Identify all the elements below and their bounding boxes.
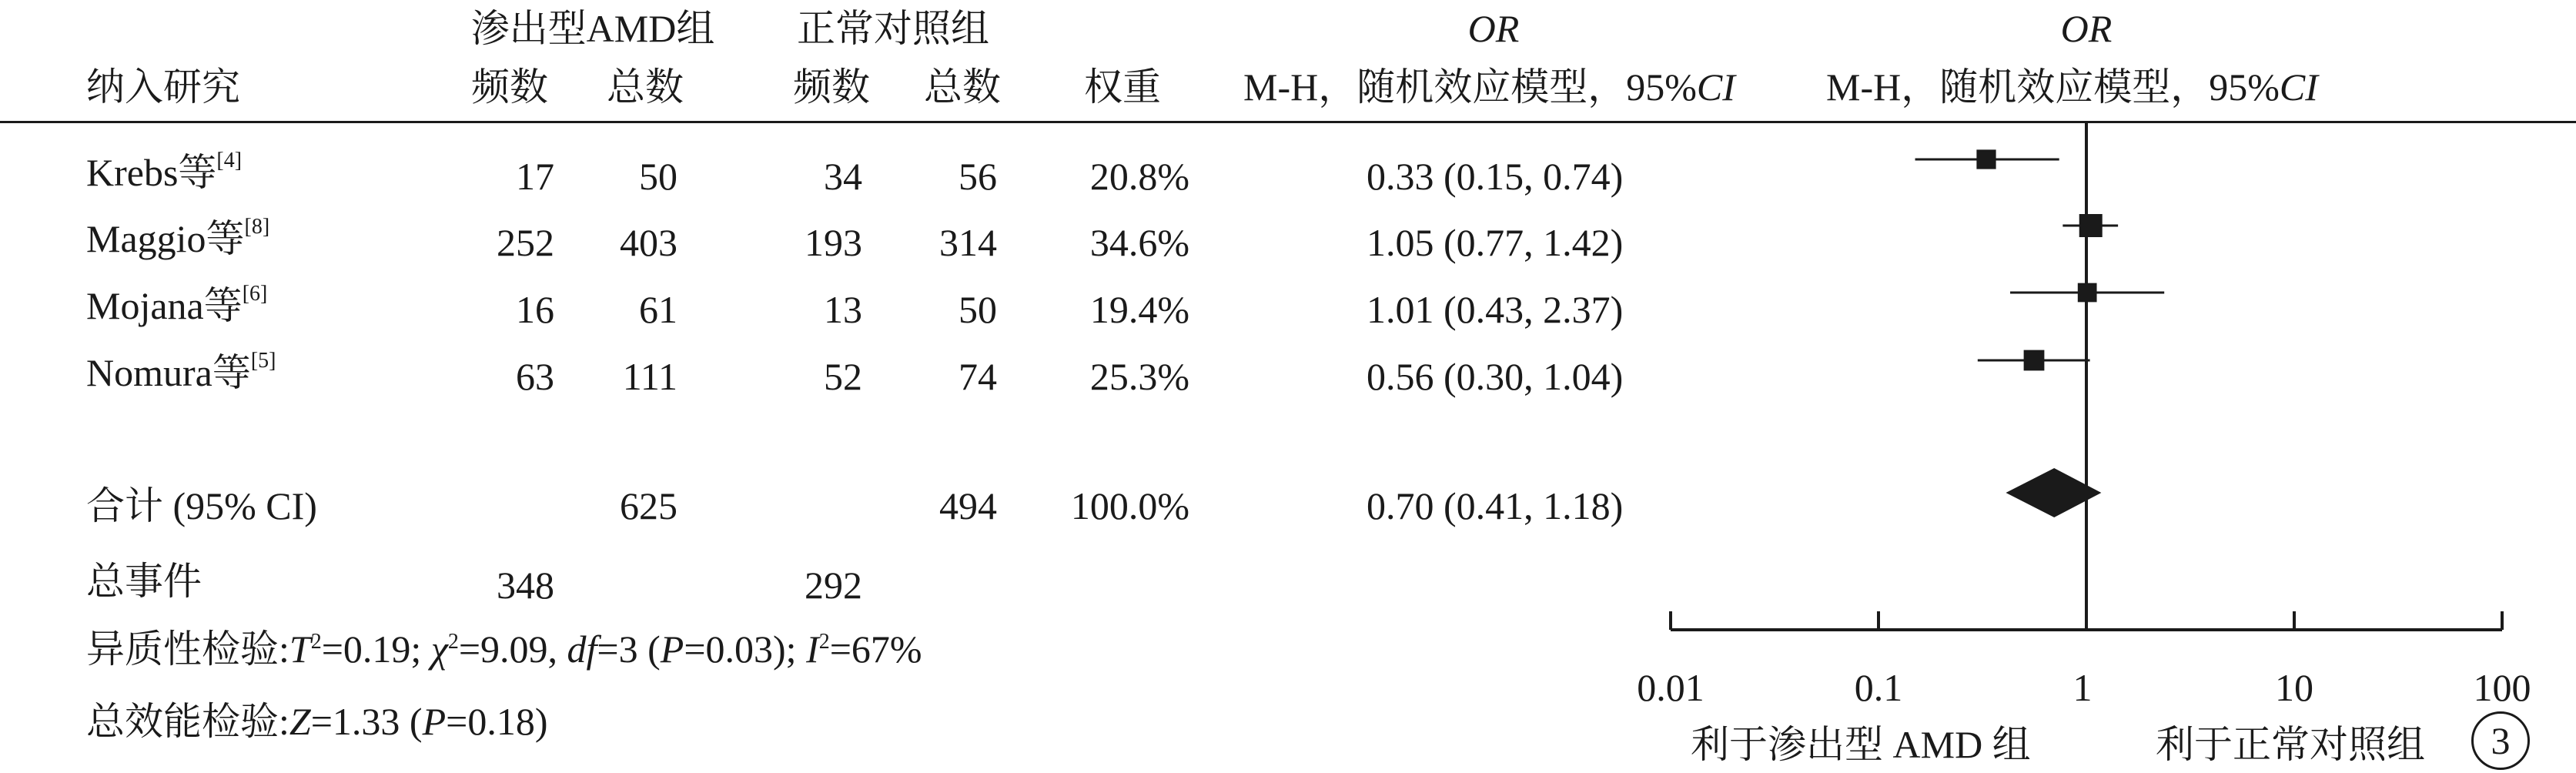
total-or-ci: 0.70 (0.41, 1.18) [1367,484,1624,527]
g2-events: 52 [824,355,862,398]
g2-total: 74 [958,355,997,398]
favours-right-label: 利于正常对照组 [2156,723,2425,766]
or-header-top-2: OR [2060,7,2113,50]
g2-events: 34 [824,155,862,198]
g1-total-header: 总数 [607,65,684,109]
g2-events-header: 频数 [793,65,870,109]
study-column-header: 纳入研究 [86,65,240,109]
g1-events: 16 [516,288,554,331]
g1-total: 111 [622,355,677,398]
study-ref: [8] [244,215,270,239]
study-name: Mojana等[6] [86,282,268,327]
study-ref: [4] [216,149,243,172]
overall-effect-line: 总效能检验:Z=1.33 (P=0.18) [86,700,548,743]
tick-label-0.1: 0.1 [1854,666,1903,709]
study-ref: [5] [250,349,276,373]
g1-events: 252 [497,221,554,264]
events-label: 总事件 [86,560,202,603]
events-g1: 348 [497,564,554,607]
or-header-top-1: OR [1467,7,1520,50]
heterogeneity-line: 异质性检验$:T^2=0.19$; $\chi^2=9.09$, df=3 (P=0.03); $I^2=67\%$ [86,627,922,671]
tick-label-10: 10 [2275,666,2313,709]
study-name: Krebs等[4] [86,149,243,194]
or-method-ci-2: CI [2279,65,2318,109]
panel-marker: 3 [2471,711,2530,770]
or-method-prefix-2: M-H，随机效应模型，95% [1826,65,2280,109]
tick-label-100: 100 [2473,666,2531,709]
or-ci: 0.56 (0.30, 1.04) [1367,355,1624,398]
point-estimate-mojana [2078,283,2097,303]
or-ci: 0.33 (0.15, 0.74) [1367,155,1624,198]
total-weight: 100.0% [1070,484,1189,527]
g2-events: 193 [805,221,862,264]
or-method-ci-1: CI [1696,65,1735,109]
g1-total: 50 [639,155,677,198]
g2-total: 314 [939,221,997,264]
g1-events: 63 [516,355,554,398]
weight-header: 权重 [1084,65,1161,109]
group1-header: 渗出型AMD组 [470,7,715,50]
weight: 34.6% [1089,221,1189,264]
weight: 20.8% [1089,155,1189,198]
g2-events: 13 [824,288,862,331]
or-ci: 1.05 (0.77, 1.42) [1367,221,1624,264]
events-g2: 292 [805,564,862,607]
study-ref: [6] [242,282,268,306]
study-name: Nomura等[5] [86,349,276,394]
g1-events-header: 频数 [471,65,548,109]
weight: 25.3% [1089,355,1189,398]
point-estimate-nomura [2024,350,2045,371]
group2-header: 正常对照组 [797,7,989,50]
tick-label-1: 1 [2073,666,2093,709]
g1-events: 17 [516,155,554,198]
g2-total-header: 总数 [924,65,1001,109]
total-g1: 625 [620,484,677,527]
point-estimate-krebs [1976,149,1996,169]
point-estimate-maggio [2079,214,2103,237]
study-name: Maggio等[8] [86,215,270,260]
or-ci: 1.01 (0.43, 2.37) [1367,288,1624,331]
favours-left-label: 利于渗出型 AMD 组 [1691,723,2031,766]
g2-total: 56 [958,155,997,198]
g1-total: 403 [620,221,677,264]
g2-total: 50 [958,288,997,331]
weight: 19.4% [1089,288,1189,331]
tick-label-0.01: 0.01 [1637,666,1705,709]
total-label: 合计 (95% CI) [86,484,317,527]
g1-total: 61 [639,288,677,331]
total-g2: 494 [939,484,997,527]
or-method-prefix-1: M-H，随机效应模型，95% [1243,65,1697,109]
